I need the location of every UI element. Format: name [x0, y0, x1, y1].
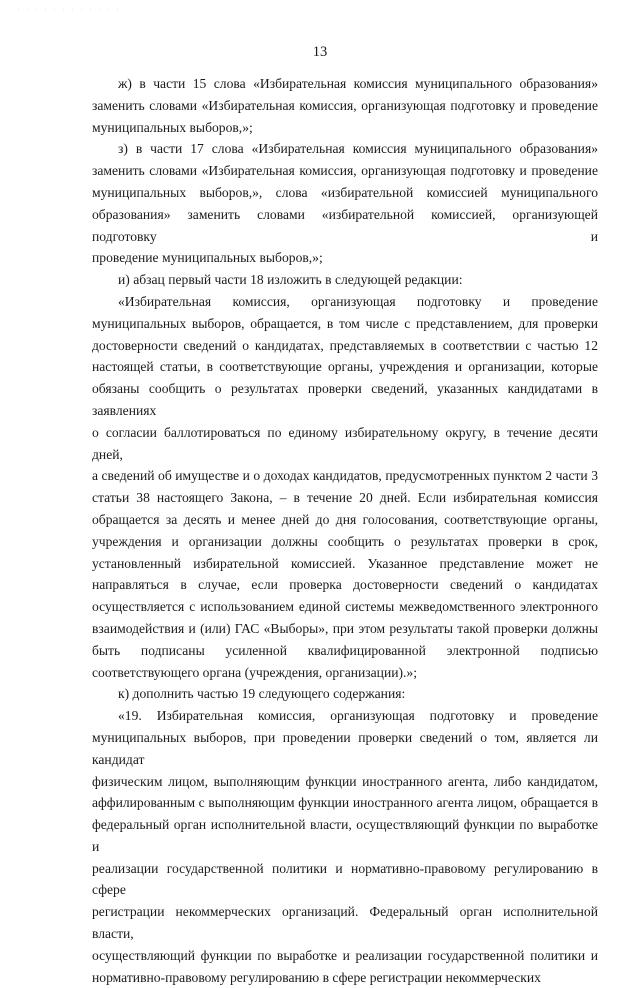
- text-line: «19. Избирательная комиссия, организующая подготовку и проведение: [118, 708, 598, 724]
- text-line: регистрации некоммерческих организаций. Федеральный орган исполнительной власти,: [92, 904, 598, 942]
- text-line: соответствующего органа (учреждения, организации).»;: [92, 664, 418, 680]
- paragraph: [92, 269, 598, 291]
- text-line: «Избирательная комиссия, организующая подготовку и проведение: [118, 293, 598, 309]
- text-line: заменить словами «Избирательная комиссия, организующая подготовку и проведение: [92, 97, 598, 113]
- text-line: взаимодействия и (или) ГАС «Выборы», при этом результаты такой проверки должны: [92, 620, 598, 636]
- text-line: о согласии баллотироваться по единому избирательному округу, в течение десяти дней,: [92, 424, 598, 462]
- text-line: федеральный орган исполнительной власти, осуществляющий функции по выработке и: [92, 817, 598, 854]
- text-line: ж) в части 15 слова «Избирательная комиссия муниципального образования»: [118, 76, 598, 91]
- text-line: статьи 38 настоящего Закона, – в течение 20 дней. Если избирательная комиссия: [92, 490, 598, 506]
- text-line: муниципальных выборов,», слова «избирательной комиссией муниципального: [92, 184, 598, 200]
- text-line: настоящей статьи, в соответствующие органы, учреждения и организации, которые: [92, 359, 598, 375]
- text-line: физическим лицом, выполняющим функции иностранного агента, либо кандидатом,: [92, 773, 598, 789]
- text-line: осуществляется с использованием единой системы межведомственного электронного: [92, 599, 598, 615]
- paragraph: [92, 138, 598, 269]
- text-line: заменить словами «Избирательная комиссия, организующая подготовку и проведение: [92, 163, 598, 179]
- paragraph: [92, 705, 598, 988]
- document-body: [92, 73, 598, 988]
- scan-marks: . . . . . . . . . . . .: [18, 6, 122, 12]
- text-line: установленный избирательной комиссией. Указанное представление может не: [92, 555, 598, 571]
- text-line: муниципальных выборов, обращается, в том числе с представлением, для проверки: [92, 315, 598, 331]
- paragraph: [92, 291, 598, 683]
- paragraph: [92, 683, 598, 705]
- text-line: аффилированным с выполняющим функции иностранного агента лицом, обращается в: [92, 795, 598, 811]
- page-number: 13: [312, 44, 328, 60]
- text-line: з) в части 17 слова «Избирательная комиссия муниципального образования»: [118, 141, 598, 157]
- text-line: и) абзац первый части 18 изложить в следующей редакции:: [118, 272, 463, 288]
- text-line: проведение муниципальных выборов,»;: [92, 250, 323, 266]
- text-line: быть подписаны усиленной квалифицированной электронной подписью: [92, 642, 598, 658]
- paragraph: [92, 73, 598, 138]
- text-line: муниципальных выборов,»;: [92, 119, 253, 135]
- text-line: достоверности сведений о кандидатах, представляемых в соответствии с частью 12: [92, 337, 598, 353]
- text-line: муниципальных выборов, при проведении проверки сведений о том, является ли кандидат: [92, 729, 598, 767]
- text-line: реализации государственной политики и нормативно-правовому регулированию в сфере: [92, 860, 598, 898]
- text-line: направляться в случае, если проверка достоверности сведений о кандидатах: [92, 577, 598, 593]
- text-line: учреждения и организации должны сообщить о результатах проверки в срок,: [92, 533, 598, 549]
- text-line: обращается за десять и менее дней до дня голосования, соответствующие органы,: [92, 511, 598, 527]
- text-line: к) дополнить частью 19 следующего содержания:: [118, 686, 406, 702]
- text-line: нормативно-правовому регулированию в сфере регистрации некоммерческих: [92, 969, 541, 985]
- text-line: а сведений об имуществе и о доходах кандидатов, предусмотренных пунктом 2 части 3: [92, 468, 598, 484]
- text-line: осуществляющий функции по выработке и реализации государственной политики и: [92, 947, 598, 963]
- text-line: обязаны сообщить о результатах проверки сведений, указанных кандидатами в заявлениях: [92, 381, 598, 418]
- text-line: образования» заменить словами «избирательной комиссией, организующей подготовку и: [92, 206, 598, 244]
